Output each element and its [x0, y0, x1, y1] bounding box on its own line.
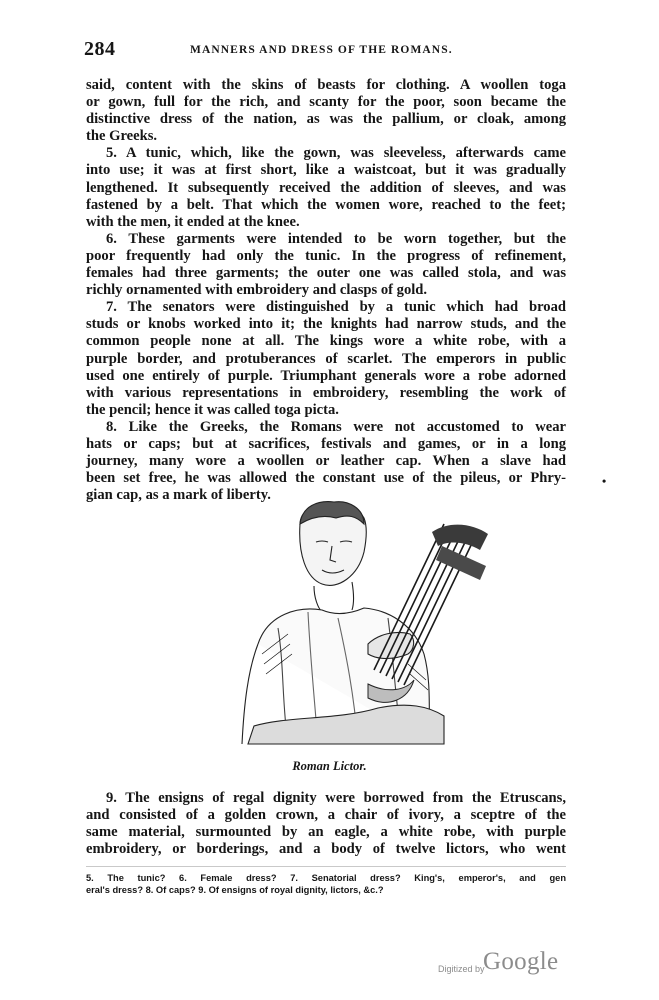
text-line: fastened by a belt. That which the women wore, reached to the feet; [86, 196, 566, 213]
google-logo: Google [483, 948, 559, 975]
paragraph-6-line: 6. These garments were intended to be worn together, but the [106, 230, 566, 247]
text-line: and consisted of a golden crown, a chair of ivory, a sceptre of the [86, 807, 566, 824]
roman-lictor-illustration [218, 494, 524, 748]
text-line: embroidery, or borderings, and a body of twelve lictors, who went [86, 841, 566, 858]
running-head [84, 38, 574, 64]
text-line: same material, surmounted by an eagle, a white robe, with purple [86, 824, 566, 841]
lictor-engraving [218, 494, 524, 748]
text-line: studs or knobs worked into it; the knights had narrow studs, and the [86, 316, 566, 333]
body-text-top [86, 77, 566, 504]
paragraph-5-line: 5. A tunic, which, like the gown, was sleeveless, afterwards came [106, 145, 566, 162]
review-questions [86, 872, 566, 896]
text-line: used one entirely of purple. Triumphant generals wore a robe adorned [86, 367, 566, 384]
footnote-divider [86, 866, 566, 867]
text-line: the pencil; hence it was called toga picta. [86, 401, 339, 418]
text-line: journey, many wore a woollen or leather cap. When a slave had [86, 453, 566, 470]
text-line: lengthened. It subsequently received the addition of sleeves, and was [86, 179, 566, 196]
text-line: richly ornamented with embroidery and clasps of gold. [86, 282, 428, 299]
text-line: the Greeks. [86, 128, 158, 145]
paragraph-9-line: 9. The ensigns of regal dignity were borrowed from the Etruscans, [106, 790, 566, 806]
text-line: poor frequently had only the tunic. In the progress of refinement, [86, 247, 566, 264]
text-line: said, content with the skins of beasts for clothing. A woollen toga [86, 77, 566, 93]
paragraph-8-line: 8. Like the Greeks, the Romans were not accustomed to wear [106, 418, 566, 435]
figure-caption: Roman Lictor. [292, 759, 367, 773]
body-text-bottom [86, 790, 566, 858]
footnote-line: 5. The tunic? 6. Female dress? 7. Senatorial dress? King's, emperor's, and gen [86, 873, 566, 883]
text-line: gian cap, as a mark of liberty. [86, 487, 271, 504]
text-line: with the men, it ended at the knee. [86, 213, 300, 230]
footnote-line: eral's dress? 8. Of caps? 9. Of ensigns of royal dignity, lictors, &c.? [86, 885, 384, 895]
paragraph-7-line: 7. The senators were distinguished by a tunic which had broad [106, 299, 566, 316]
running-head-title: MANNERS AND DRESS OF THE ROMANS. [190, 44, 453, 56]
text-line: purple border, and protuberances of scarlet. The emperors in public [86, 350, 566, 367]
page-number: 284 [84, 38, 116, 60]
text-line: been set free, he was allowed the constant use of the pileus, or Phry- [86, 470, 566, 487]
text-line: with various representations in embroidery, resembling the work of [86, 384, 566, 401]
digitized-watermark [438, 948, 578, 982]
watermark-prefix: Digitized by [438, 964, 485, 974]
text-line: or gown, full for the rich, and scanty for the poor, soon became the [86, 94, 566, 111]
text-line: hats or caps; but at sacrifices, festivals and games, or in a long [86, 435, 566, 452]
text-line: distinctive dress of the nation, as was the pallium, or cloak, among [86, 111, 566, 128]
print-speck: • [602, 474, 607, 488]
text-line: into use; it was at first short, like a waistcoat, but it was gradually [86, 162, 566, 179]
text-line: common people none at all. The kings wore a white robe, with a [86, 333, 566, 350]
text-line: females had three garments; the outer one was called stola, and was [86, 265, 566, 282]
